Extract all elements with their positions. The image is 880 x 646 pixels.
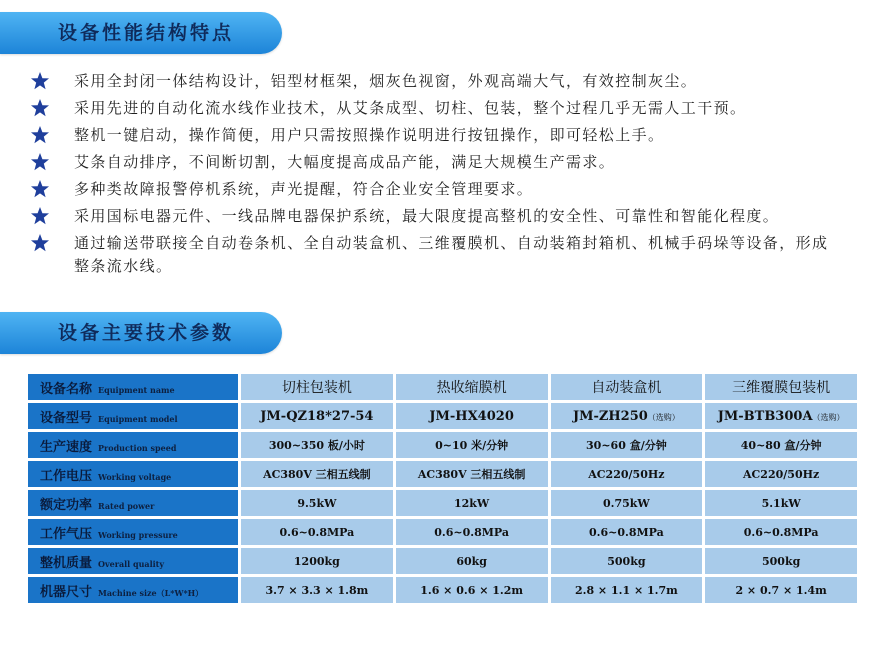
feature-text: 艾条自动排序，不间断切割，大幅度提高成品产能，满足大规模生产需求。 — [74, 153, 616, 171]
table-cell: 500kg — [551, 548, 703, 574]
table-cell: 2.8 × 1.1 × 1.7m — [551, 577, 703, 603]
feature-item — [28, 151, 868, 174]
table-cell: 自动装盒机 — [551, 374, 703, 400]
feature-list — [28, 70, 868, 282]
star-icon — [30, 179, 50, 199]
row-label: 生产速度 Production speed — [28, 432, 238, 458]
feature-item — [28, 232, 834, 278]
table-cell: 0.6~0.8MPa — [705, 519, 857, 545]
table-cell: AC380V 三相五线制 — [396, 461, 548, 487]
section-title-specs: 设备主要技术参数 — [58, 322, 235, 344]
table-row — [28, 403, 857, 429]
table-row — [28, 374, 857, 400]
table-cell: 30~60 盒/分钟 — [551, 432, 703, 458]
feature-text: 采用先进的自动化流水线作业技术，从艾条成型、切柱、包装，整个过程几乎无需人工干预。 — [74, 99, 747, 117]
table-cell: AC220/50Hz — [551, 461, 703, 487]
star-icon — [30, 71, 50, 91]
feature-item — [28, 205, 868, 228]
table-cell: 0.6~0.8MPa — [551, 519, 703, 545]
feature-item — [28, 178, 868, 201]
table-cell: AC220/50Hz — [705, 461, 857, 487]
table-cell: 2 × 0.7 × 1.4m — [705, 577, 857, 603]
table-cell: 5.1kW — [705, 490, 857, 516]
table-cell: AC380V 三相五线制 — [241, 461, 393, 487]
section-header-features — [0, 12, 282, 54]
table-cell: JM-BTB300A（选购） — [705, 403, 857, 429]
table-cell: 60kg — [396, 548, 548, 574]
feature-item — [28, 124, 868, 147]
feature-text: 通过输送带联接全自动卷条机、全自动装盒机、三维覆膜机、自动装箱封箱机、机械手码垛等设备，形成整条流水线。 — [74, 234, 829, 275]
row-label: 工作电压 Working voltage — [28, 461, 238, 487]
table-cell: 9.5kW — [241, 490, 393, 516]
optional-note: （选购） — [647, 412, 680, 422]
section-header-specs — [0, 312, 282, 354]
table-cell: 12kW — [396, 490, 548, 516]
row-label: 整机质量 Overall quality — [28, 548, 238, 574]
feature-text: 整机一键启动，操作简便，用户只需按照操作说明进行按钮操作，即可轻松上手。 — [74, 126, 665, 144]
table-cell: JM-HX4020 — [396, 403, 548, 429]
star-icon — [30, 206, 50, 226]
row-label: 工作气压 Working pressure — [28, 519, 238, 545]
feature-text: 采用全封闭一体结构设计，铝型材框架，烟灰色视窗，外观高端大气，有效控制灰尘。 — [74, 72, 698, 90]
table-row — [28, 519, 857, 545]
table-cell: 0.6~0.8MPa — [241, 519, 393, 545]
table-row — [28, 490, 857, 516]
row-label: 机器尺寸 Machine size（L*W*H） — [28, 577, 238, 603]
feature-text: 采用国标电器元件、一线品牌电器保护系统，最大限度提高整机的安全性、可靠性和智能化程度。 — [74, 207, 780, 225]
row-label: 额定功率 Rated power — [28, 490, 238, 516]
table-cell: 三维覆膜包装机 — [705, 374, 857, 400]
table-row — [28, 548, 857, 574]
table-cell: JM-ZH250（选购） — [551, 403, 703, 429]
table-cell: 0.75kW — [551, 490, 703, 516]
table-cell: 3.7 × 3.3 × 1.8m — [241, 577, 393, 603]
table-cell: JM-QZ18*27-54 — [241, 403, 393, 429]
table-cell: 0~10 米/分钟 — [396, 432, 548, 458]
table-cell: 300~350 板/小时 — [241, 432, 393, 458]
spec-table — [25, 371, 860, 606]
feature-text: 多种类故障报警停机系统，声光提醒，符合企业安全管理要求。 — [74, 180, 534, 198]
table-cell: 1200kg — [241, 548, 393, 574]
optional-note: （选购） — [812, 412, 845, 422]
star-icon — [30, 152, 50, 172]
row-label: 设备名称 Equipment name — [28, 374, 238, 400]
star-icon — [30, 98, 50, 118]
table-row — [28, 432, 857, 458]
table-cell: 40~80 盒/分钟 — [705, 432, 857, 458]
row-label: 设备型号 Equipment model — [28, 403, 238, 429]
star-icon — [30, 125, 50, 145]
table-cell: 500kg — [705, 548, 857, 574]
feature-item — [28, 70, 868, 93]
table-cell: 热收缩膜机 — [396, 374, 548, 400]
feature-item — [28, 97, 868, 120]
table-row — [28, 461, 857, 487]
star-icon — [30, 233, 50, 253]
table-cell: 切柱包装机 — [241, 374, 393, 400]
section-title-features: 设备性能结构特点 — [58, 22, 235, 44]
table-cell: 1.6 × 0.6 × 1.2m — [396, 577, 548, 603]
table-row — [28, 577, 857, 603]
table-cell: 0.6~0.8MPa — [396, 519, 548, 545]
